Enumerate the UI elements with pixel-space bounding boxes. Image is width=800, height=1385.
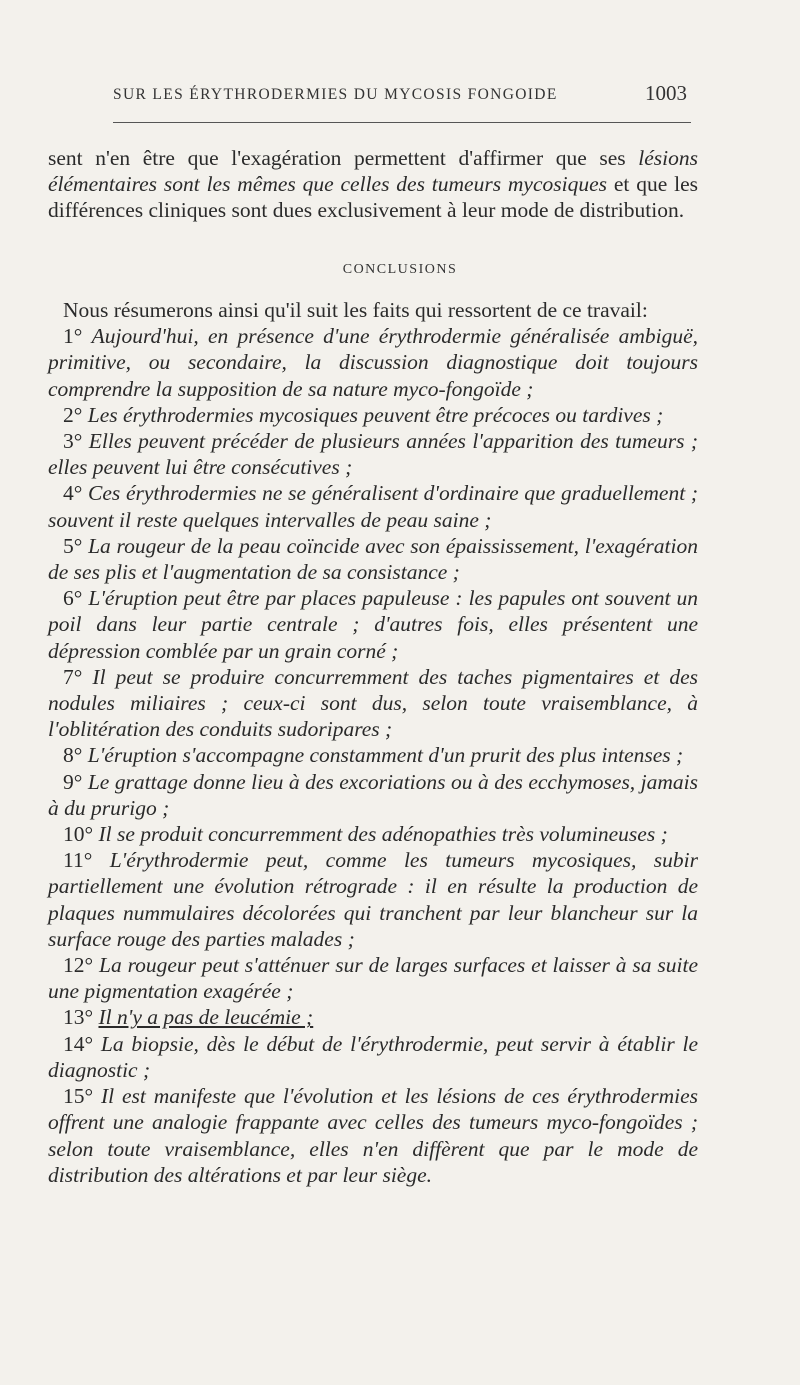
item-text: Ces érythrodermies ne se généralisent d'ordinaire que graduellement ; souvent il reste quelques intervalles de peau saine ; <box>48 481 699 532</box>
running-title: SUR LES ÉRYTHRODERMIES DU MYCOSIS FONGOIDE <box>113 86 558 103</box>
conclusion-item-5 <box>48 533 698 585</box>
conclusion-item-11 <box>48 847 698 952</box>
running-header <box>113 79 691 109</box>
item-text: Il peut se produire concurremment des taches pigmentaires et des nodules miliaires ; ceux-ci sont dus, selon toute vraisemblance, à l'oblitération des conduits sudoripares ; <box>48 664 699 742</box>
conclusion-item-4 <box>48 480 698 532</box>
header-rule <box>113 122 691 123</box>
item-text: Elles peuvent précéder de plusieurs années l'apparition des tumeurs ; elles peuvent lui être consécutives ; <box>48 429 699 480</box>
item-text: Les érythrodermies mycosiques peuvent être précoces ou tardives ; <box>87 402 664 427</box>
conclusion-item-14 <box>48 1031 698 1083</box>
intro-italic: lésions élémentaires sont les mêmes que celles des tumeurs mycosiques <box>48 146 698 197</box>
item-text: Le grattage donne lieu à des excoriations ou à des ecchymoses, jamais à du prurigo ; <box>48 769 699 820</box>
conclusions-heading: CONCLUSIONS <box>342 262 458 277</box>
item-number: 9° <box>63 769 83 794</box>
conclusion-item-12 <box>48 952 698 1004</box>
item-text: Aujourd'hui, en présence d'une érythrodermie généralisée ambiguë, primitive, ou secondaire, la discussion diagnostique doit toujours comprendre la supposition de sa nature myco-fongoïde ; <box>48 324 698 401</box>
intro-part2: et que les différences cliniques sont dues exclusivement à leur mode de distribution. <box>48 172 698 223</box>
conclusion-item-1 <box>48 323 698 402</box>
item-text: Il se produit concurremment des adénopathies très volumineuses ; <box>98 822 668 847</box>
item-number: 6° <box>63 586 83 611</box>
intro-text <box>48 145 698 224</box>
item-number: 14° <box>63 1031 94 1056</box>
item-text: L'éruption peut être par places papuleuse : les papules ont souvent un poil dans leur partie centrale ; d'autres fois, elles présentent une dépression comblée par un grain corné ; <box>48 586 699 663</box>
item-number: 15° <box>63 1084 94 1109</box>
item-text: La rougeur peut s'atténuer sur de larges surfaces et laisser à sa suite une pigmentation exagérée ; <box>48 953 698 1004</box>
intro-paragraph <box>48 145 698 224</box>
conclusion-item-8 <box>48 742 698 768</box>
conclusions-lead: Nous résumerons ainsi qu'il suit les faits qui ressortent de ce travail: <box>63 298 648 322</box>
item-number: 11° <box>63 848 93 873</box>
item-number: 12° <box>63 953 94 978</box>
conclusion-item-15 <box>48 1083 698 1188</box>
item-number: 3° <box>63 429 83 454</box>
page-number: 1003 <box>645 81 687 105</box>
conclusion-item-7 <box>48 664 698 743</box>
conclusion-item-6 <box>48 585 698 664</box>
item-text: L'éruption s'accompagne constamment d'un prurit des plus intenses ; <box>87 743 684 768</box>
item-number: 8° <box>63 743 83 768</box>
item-text: La biopsie, dès le début de l'érythrodermie, peut servir à établir le diagnostic ; <box>48 1031 698 1082</box>
conclusion-item-2 <box>48 402 698 428</box>
item-number: 1° <box>63 324 83 349</box>
conclusion-item-3 <box>48 428 698 480</box>
item-text: L'érythrodermie peut, comme les tumeurs mycosiques, subir partiellement une évolution rétrograde : il en résulte la production de plaques nummulaires décolorées qui tranchent par leur blancheur sur la surface rouge des parties malades ; <box>48 848 699 951</box>
item-number: 2° <box>63 402 83 427</box>
item-number: 5° <box>63 533 83 558</box>
item-number: 13° <box>63 1005 94 1030</box>
intro-part1: sent n'en être que l'exagération permettent d'affirmer que ses <box>48 146 639 170</box>
item-text: Il n'y a pas de leucémie ; <box>98 1005 314 1030</box>
conclusion-item-13 <box>48 1004 698 1030</box>
conclusion-item-9 <box>48 769 698 821</box>
item-number: 7° <box>63 664 83 689</box>
conclusions-body <box>48 297 698 1188</box>
item-number: 10° <box>63 822 94 847</box>
item-text: La rougeur de la peau coïncide avec son épaississement, l'exagération de ses plis et l'augmentation de sa consistance ; <box>48 533 699 585</box>
conclusion-item-10 <box>48 821 698 847</box>
item-text: Il est manifeste que l'évolution et les lésions de ces érythrodermies offrent une analogie frappante avec celles des tumeurs myco-fongoïdes ; selon toute vraisemblance, elles n'en diffèrent que par le mode de distribution des altérations et par leur siège. <box>48 1084 699 1187</box>
item-number: 4° <box>63 481 83 506</box>
